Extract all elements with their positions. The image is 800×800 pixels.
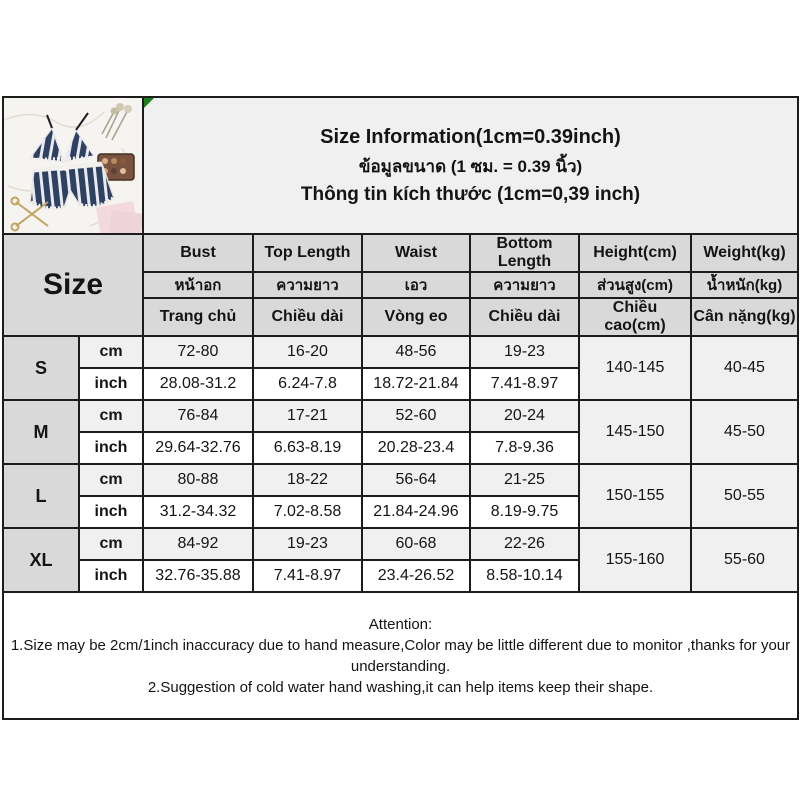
cell-l-bust-inch: 31.2-34.32	[143, 496, 253, 528]
cell-m-toplength-inch: 6.63-8.19	[253, 432, 362, 464]
header-weight-vi: Cân nặng(kg)	[691, 298, 798, 336]
header-waist-vi: Vòng eo	[362, 298, 470, 336]
header-height: Height(cm)	[579, 234, 691, 272]
title-row	[3, 97, 798, 234]
cell-l-weight: 50-55	[691, 464, 798, 528]
cell-s-bottomlength-inch: 7.41-8.97	[470, 368, 579, 400]
cell-l-toplength-inch: 7.02-8.58	[253, 496, 362, 528]
header-waist: Waist	[362, 234, 470, 272]
attention-row	[3, 592, 798, 719]
cell-xl-height: 155-160	[579, 528, 691, 592]
row-s-cm	[3, 336, 798, 368]
size-label-l: L	[3, 464, 79, 528]
size-column-header: Size	[3, 234, 143, 336]
attention-cell	[3, 592, 798, 719]
cell-xl-toplength-cm: 19-23	[253, 528, 362, 560]
cell-l-height: 150-155	[579, 464, 691, 528]
unit-cm: cm	[79, 528, 143, 560]
header-bust-vi: Trang chủ	[143, 298, 253, 336]
header-weight-th: น้ำหนัก(kg)	[691, 272, 798, 298]
row-xl-cm	[3, 528, 798, 560]
header-top-length-th: ความยาว	[253, 272, 362, 298]
cell-s-bust-inch: 28.08-31.2	[143, 368, 253, 400]
cell-xl-bust-inch: 32.76-35.88	[143, 560, 253, 592]
cell-m-bottomlength-cm: 20-24	[470, 400, 579, 432]
cell-xl-waist-inch: 23.4-26.52	[362, 560, 470, 592]
header-bust: Bust	[143, 234, 253, 272]
header-bottom-length-vi: Chiều dài	[470, 298, 579, 336]
excel-flag-icon	[144, 98, 154, 108]
size-table	[2, 96, 799, 720]
cell-xl-bust-cm: 84-92	[143, 528, 253, 560]
attention-heading: Attention:	[368, 615, 433, 633]
size-label-xl: XL	[3, 528, 79, 592]
cell-s-toplength-cm: 16-20	[253, 336, 362, 368]
cell-l-waist-cm: 56-64	[362, 464, 470, 496]
header-row-en	[3, 234, 798, 272]
cell-xl-waist-cm: 60-68	[362, 528, 470, 560]
cell-l-bottomlength-inch: 8.19-9.75	[470, 496, 579, 528]
cell-s-bottomlength-cm: 19-23	[470, 336, 579, 368]
title-line-vi: Thông tin kích thước (1cm=0,39 inch)	[300, 183, 641, 205]
cell-l-waist-inch: 21.84-24.96	[362, 496, 470, 528]
cell-m-height: 145-150	[579, 400, 691, 464]
cell-m-bust-cm: 76-84	[143, 400, 253, 432]
cell-l-bust-cm: 80-88	[143, 464, 253, 496]
header-top-length-vi: Chiều dài	[253, 298, 362, 336]
cell-m-waist-inch: 20.28-23.4	[362, 432, 470, 464]
row-l-cm	[3, 464, 798, 496]
header-weight: Weight(kg)	[691, 234, 798, 272]
size-label-s: S	[3, 336, 79, 400]
unit-cm: cm	[79, 336, 143, 368]
cell-m-waist-cm: 52-60	[362, 400, 470, 432]
cell-m-toplength-cm: 17-21	[253, 400, 362, 432]
unit-cm: cm	[79, 400, 143, 432]
cell-m-bust-inch: 29.64-32.76	[143, 432, 253, 464]
title-line-th: ข้อมูลขนาด (1 ซม. = 0.39 นิ้ว)	[358, 156, 583, 176]
cell-m-weight: 45-50	[691, 400, 798, 464]
product-photo-illustration	[4, 98, 142, 233]
cell-m-bottomlength-inch: 7.8-9.36	[470, 432, 579, 464]
header-waist-th: เอว	[362, 272, 470, 298]
row-m-cm	[3, 400, 798, 432]
cell-xl-toplength-inch: 7.41-8.97	[253, 560, 362, 592]
unit-inch: inch	[79, 560, 143, 592]
header-height-vi: Chiều cao(cm)	[579, 298, 691, 336]
cell-xl-weight: 55-60	[691, 528, 798, 592]
cell-s-height: 140-145	[579, 336, 691, 400]
cell-s-weight: 40-45	[691, 336, 798, 400]
attention-note-2: 2.Suggestion of cold water hand washing,it can help items keep their shape.	[147, 678, 654, 696]
cell-s-bust-cm: 72-80	[143, 336, 253, 368]
title-cell	[143, 97, 798, 234]
header-bottom-length: Bottom Length	[470, 234, 579, 272]
title-line-en: Size Information(1cm=0.39inch)	[320, 125, 621, 148]
header-height-th: ส่วนสูง(cm)	[579, 272, 691, 298]
header-top-length: Top Length	[253, 234, 362, 272]
unit-inch: inch	[79, 496, 143, 528]
size-label-m: M	[3, 400, 79, 464]
cell-s-waist-inch: 18.72-21.84	[362, 368, 470, 400]
cell-xl-bottomlength-inch: 8.58-10.14	[470, 560, 579, 592]
cell-s-toplength-inch: 6.24-7.8	[253, 368, 362, 400]
cell-xl-bottomlength-cm: 22-26	[470, 528, 579, 560]
attention-note-1: 1.Size may be 2cm/1inch inaccuracy due to hand measure,Color may be little different due to monitor ,thanks for your understanding.	[10, 636, 791, 675]
header-bottom-length-th: ความยาว	[470, 272, 579, 298]
cell-l-bottomlength-cm: 21-25	[470, 464, 579, 496]
cell-s-waist-cm: 48-56	[362, 336, 470, 368]
product-photo	[3, 97, 143, 234]
cell-l-toplength-cm: 18-22	[253, 464, 362, 496]
unit-cm: cm	[79, 464, 143, 496]
unit-inch: inch	[79, 368, 143, 400]
header-bust-th: หน้าอก	[143, 272, 253, 298]
unit-inch: inch	[79, 432, 143, 464]
